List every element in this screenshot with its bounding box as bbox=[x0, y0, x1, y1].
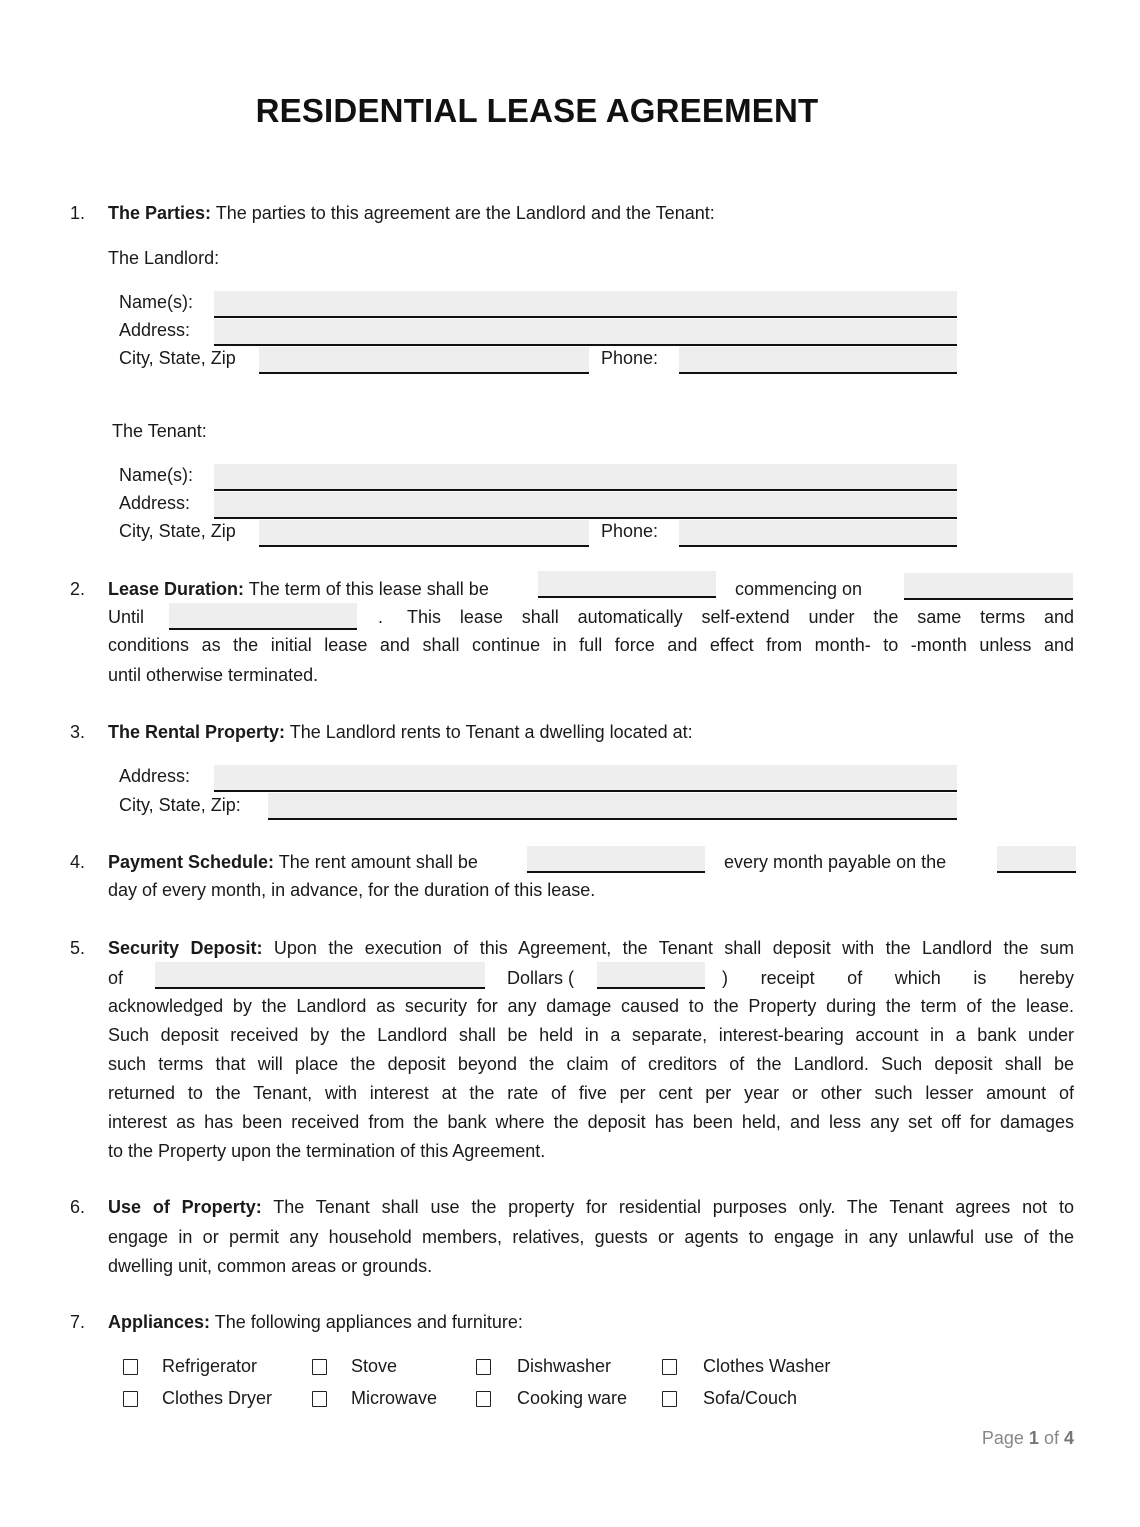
landlord-name-field[interactable] bbox=[214, 291, 957, 318]
tenant-address-label: Address: bbox=[119, 493, 191, 513]
section-number: 4. bbox=[70, 852, 86, 872]
section-heading: Appliances: bbox=[108, 1312, 211, 1332]
of-word: of bbox=[1043, 1428, 1059, 1448]
page-number bbox=[982, 1426, 1074, 1450]
section-parties bbox=[108, 201, 715, 225]
section-heading: Security Deposit: bbox=[108, 938, 263, 958]
property-city-field[interactable] bbox=[268, 793, 957, 820]
section-number: 2. bbox=[70, 579, 86, 599]
payable-label: every month payable on the bbox=[724, 852, 947, 872]
microwave-checkbox[interactable] bbox=[312, 1391, 327, 1407]
property-city-label: City, State, Zip: bbox=[119, 795, 241, 815]
landlord-name-label: Name(s): bbox=[119, 292, 194, 312]
landlord-phone-label: Phone: bbox=[601, 348, 659, 368]
landlord-city-label: City, State, Zip bbox=[119, 348, 236, 368]
section-security-deposit bbox=[108, 936, 1074, 960]
rent-amount-field[interactable] bbox=[527, 846, 705, 873]
tenant-phone-field[interactable] bbox=[679, 520, 957, 547]
current-page: 1 bbox=[1028, 1428, 1039, 1448]
until-date-field[interactable] bbox=[169, 603, 357, 630]
section-number: 3. bbox=[70, 722, 86, 742]
section-number: 7. bbox=[70, 1312, 86, 1332]
checkbox-label: Clothes Washer bbox=[703, 1356, 831, 1376]
paragraph-line: acknowledged by the Landlord as security for any damage caused to the Property during the term of the lease. bbox=[108, 996, 1074, 1016]
section-text: The Tenant shall use the property for residential purposes only. The Tenant agrees not to bbox=[261, 1197, 1074, 1217]
checkbox-label: Cooking ware bbox=[517, 1388, 628, 1408]
deposit-amount-field[interactable] bbox=[597, 962, 705, 989]
paragraph-line: ) receipt of which is hereby bbox=[722, 968, 1074, 988]
section-number: 5. bbox=[70, 938, 86, 958]
landlord-city-field[interactable] bbox=[259, 347, 589, 374]
checkbox-label: Stove bbox=[351, 1356, 398, 1376]
checkbox-label: Sofa/Couch bbox=[703, 1388, 798, 1408]
document-title: RESIDENTIAL LEASE AGREEMENT bbox=[255, 92, 819, 129]
section-payment-schedule bbox=[108, 850, 478, 874]
paragraph-line: dwelling unit, common areas or grounds. bbox=[108, 1256, 433, 1276]
total-pages: 4 bbox=[1063, 1428, 1074, 1448]
tenant-address-field[interactable] bbox=[214, 492, 957, 519]
stove-checkbox[interactable] bbox=[312, 1359, 327, 1375]
refrigerator-checkbox[interactable] bbox=[123, 1359, 138, 1375]
section-text: The term of this lease shall be bbox=[244, 579, 489, 599]
paragraph-line: conditions as the initial lease and shall continue in full force and effect from month- to -month unless and bbox=[108, 635, 1074, 655]
paragraph-line: returned to the Tenant, with interest at the rate of five per cent per year or other such lesser amount of bbox=[108, 1083, 1074, 1103]
tenant-name-label: Name(s): bbox=[119, 465, 194, 485]
section-text: The Landlord rents to Tenant a dwelling located at: bbox=[285, 722, 693, 742]
section-heading: The Parties: bbox=[108, 203, 212, 223]
checkbox-label: Microwave bbox=[351, 1388, 438, 1408]
section-number: 1. bbox=[70, 203, 86, 223]
section-lease-duration bbox=[108, 577, 489, 601]
section-appliances bbox=[108, 1310, 523, 1334]
property-address-label: Address: bbox=[119, 766, 191, 786]
section-number: 6. bbox=[70, 1197, 86, 1217]
deposit-words-field[interactable] bbox=[155, 962, 485, 989]
clothes-washer-checkbox[interactable] bbox=[662, 1359, 677, 1375]
commencing-date-field[interactable] bbox=[904, 573, 1073, 600]
section-text: The following appliances and furniture: bbox=[210, 1312, 523, 1332]
checkbox-label: Dishwasher bbox=[517, 1356, 612, 1376]
landlord-phone-field[interactable] bbox=[679, 347, 957, 374]
checkbox-label: Clothes Dryer bbox=[162, 1388, 273, 1408]
landlord-label: The Landlord: bbox=[108, 248, 220, 268]
clothes-dryer-checkbox[interactable] bbox=[123, 1391, 138, 1407]
section-heading: Payment Schedule: bbox=[108, 852, 275, 872]
landlord-address-field[interactable] bbox=[214, 319, 957, 346]
until-label: Until bbox=[108, 607, 145, 627]
commencing-label: commencing on bbox=[735, 579, 863, 599]
property-address-field[interactable] bbox=[214, 765, 957, 792]
section-heading: Lease Duration: bbox=[108, 579, 245, 599]
tenant-phone-label: Phone: bbox=[601, 521, 659, 541]
paragraph-line: such terms that will place the deposit beyond the claim of creditors of the Landlord. Such deposit shall be bbox=[108, 1054, 1074, 1074]
paragraph-line: interest as has been received from the bank where the deposit has been held, and less any set off for damages bbox=[108, 1112, 1074, 1132]
paragraph-line: engage in or permit any household members, relatives, guests or agents to engage in any unlawful use of the bbox=[108, 1227, 1074, 1247]
checkbox-label: Refrigerator bbox=[162, 1356, 258, 1376]
period: . bbox=[378, 607, 384, 627]
section-rental-property bbox=[108, 720, 693, 744]
section-text: The rent amount shall be bbox=[274, 852, 478, 872]
landlord-address-label: Address: bbox=[119, 320, 191, 340]
payment-day-field[interactable] bbox=[997, 846, 1076, 873]
tenant-name-field[interactable] bbox=[214, 464, 957, 491]
page-word: Page bbox=[981, 1428, 1024, 1448]
tenant-city-label: City, State, Zip bbox=[119, 521, 236, 541]
section-text: Upon the execution of this Agreement, the Tenant shall deposit with the Landlord the sum bbox=[262, 938, 1074, 958]
section-heading: Use of Property: bbox=[108, 1197, 262, 1217]
paragraph-line: until otherwise terminated. bbox=[108, 665, 319, 685]
cooking-ware-checkbox[interactable] bbox=[476, 1391, 491, 1407]
tenant-label: The Tenant: bbox=[112, 421, 207, 441]
sofa-couch-checkbox[interactable] bbox=[662, 1391, 677, 1407]
paragraph-line: to the Property upon the termination of this Agreement. bbox=[108, 1141, 546, 1161]
section-heading: The Rental Property: bbox=[108, 722, 286, 742]
section-use-of-property bbox=[108, 1195, 1074, 1219]
paragraph-line: day of every month, in advance, for the duration of this lease. bbox=[108, 880, 596, 900]
dishwasher-checkbox[interactable] bbox=[476, 1359, 491, 1375]
paragraph-line: Such deposit received by the Landlord shall be held in a separate, interest-bearing account in a bank under bbox=[108, 1025, 1074, 1045]
of-label: of bbox=[108, 968, 124, 988]
tenant-city-field[interactable] bbox=[259, 520, 589, 547]
dollars-label: Dollars ( bbox=[507, 968, 575, 988]
section-text: The parties to this agreement are the Landlord and the Tenant: bbox=[211, 203, 715, 223]
lease-term-field[interactable] bbox=[538, 571, 716, 598]
paragraph-line: This lease shall automatically self-extend under the same terms and bbox=[407, 607, 1074, 627]
